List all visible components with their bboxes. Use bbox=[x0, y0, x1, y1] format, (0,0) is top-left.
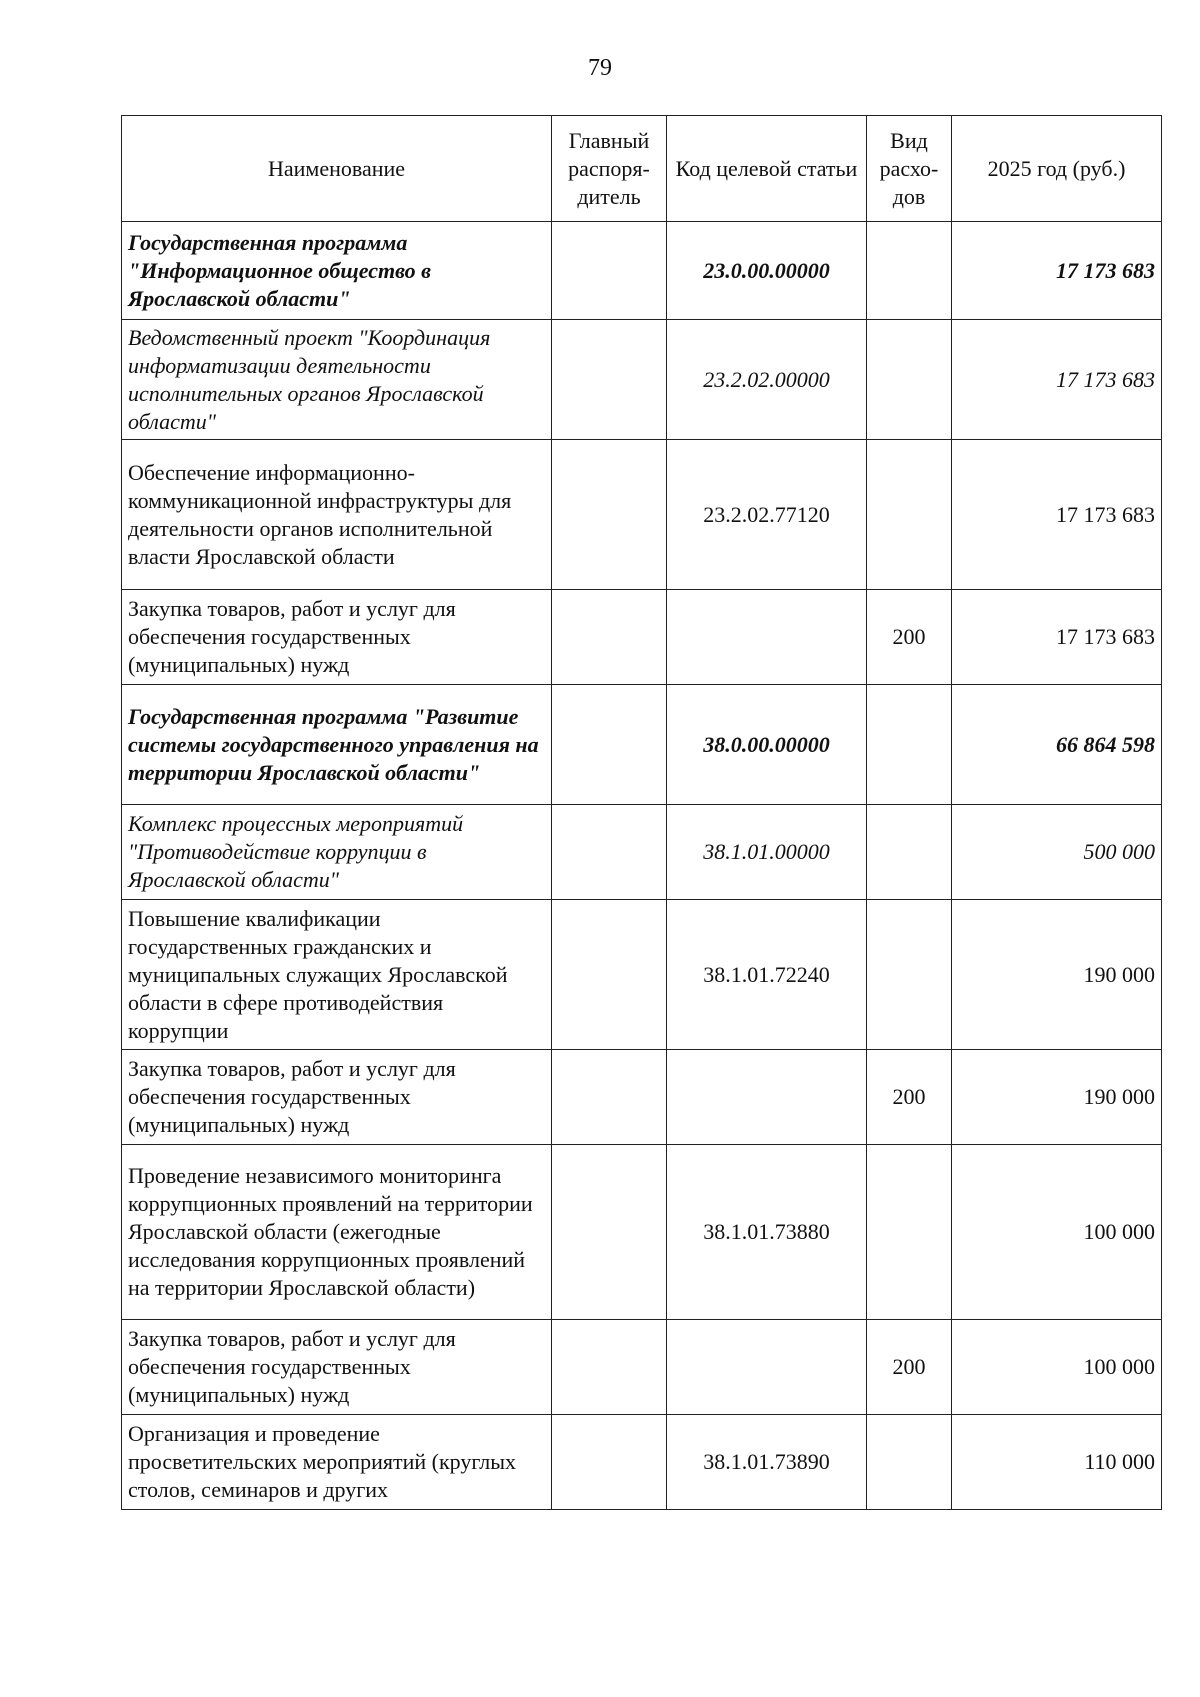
cell-name: Государственная программа "Развитие системы государственного управления на территории Ярославской области" bbox=[122, 685, 552, 805]
cell-admin bbox=[552, 1415, 667, 1510]
cell-name: Государственная программа "Информационное общество в Ярославской области" bbox=[122, 222, 552, 320]
header-type: Вид расхо-дов bbox=[867, 116, 952, 222]
cell-type bbox=[867, 1145, 952, 1320]
cell-admin bbox=[552, 222, 667, 320]
cell-name: Организация и проведение просветительских мероприятий (круглых столов, семинаров и других bbox=[122, 1415, 552, 1510]
table-row bbox=[122, 1320, 1162, 1415]
table-row bbox=[122, 1145, 1162, 1320]
cell-type: 200 bbox=[867, 590, 952, 685]
cell-amount: 110 000 bbox=[952, 1415, 1162, 1510]
cell-code: 38.0.00.00000 bbox=[667, 685, 867, 805]
cell-type bbox=[867, 1415, 952, 1510]
cell-code bbox=[667, 1320, 867, 1415]
budget-table bbox=[121, 115, 1162, 1510]
header-code: Код целевой статьи bbox=[667, 116, 867, 222]
cell-amount: 190 000 bbox=[952, 900, 1162, 1050]
header-admin: Главный распоря-дитель bbox=[552, 116, 667, 222]
header-name: Наименование bbox=[122, 116, 552, 222]
cell-code: 38.1.01.73890 bbox=[667, 1415, 867, 1510]
cell-name: Комплекс процессных мероприятий "Противодействие коррупции в Ярославской области" bbox=[122, 805, 552, 900]
cell-amount: 17 173 683 bbox=[952, 222, 1162, 320]
table-row bbox=[122, 805, 1162, 900]
cell-amount: 17 173 683 bbox=[952, 320, 1162, 440]
cell-amount: 100 000 bbox=[952, 1320, 1162, 1415]
cell-name: Закупка товаров, работ и услуг для обеспечения государственных (муниципальных) нужд bbox=[122, 590, 552, 685]
cell-type: 200 bbox=[867, 1320, 952, 1415]
table-row bbox=[122, 1415, 1162, 1510]
cell-name: Повышение квалификации государственных гражданских и муниципальных служащих Ярославской области в сфере противодействия коррупции bbox=[122, 900, 552, 1050]
cell-code: 23.2.02.77120 bbox=[667, 440, 867, 590]
header-amount: 2025 год (руб.) bbox=[952, 116, 1162, 222]
table-row bbox=[122, 590, 1162, 685]
cell-amount: 190 000 bbox=[952, 1050, 1162, 1145]
cell-type bbox=[867, 805, 952, 900]
table-row bbox=[122, 1050, 1162, 1145]
cell-name: Закупка товаров, работ и услуг для обеспечения государственных (муниципальных) нужд bbox=[122, 1050, 552, 1145]
cell-amount: 500 000 bbox=[952, 805, 1162, 900]
table-row bbox=[122, 222, 1162, 320]
cell-type bbox=[867, 222, 952, 320]
table-row bbox=[122, 440, 1162, 590]
cell-admin bbox=[552, 440, 667, 590]
page-number: 79 bbox=[588, 55, 612, 81]
cell-name: Ведомственный проект "Координация информатизации деятельности исполнительных органов Ярославской области" bbox=[122, 320, 552, 440]
cell-admin bbox=[552, 805, 667, 900]
cell-code: 23.0.00.00000 bbox=[667, 222, 867, 320]
cell-code bbox=[667, 590, 867, 685]
table-row bbox=[122, 900, 1162, 1050]
cell-type bbox=[867, 900, 952, 1050]
cell-admin bbox=[552, 1050, 667, 1145]
cell-code: 38.1.01.72240 bbox=[667, 900, 867, 1050]
cell-type: 200 bbox=[867, 1050, 952, 1145]
cell-name: Закупка товаров, работ и услуг для обеспечения государственных (муниципальных) нужд bbox=[122, 1320, 552, 1415]
cell-amount: 66 864 598 bbox=[952, 685, 1162, 805]
table-row bbox=[122, 685, 1162, 805]
cell-type bbox=[867, 440, 952, 590]
cell-code bbox=[667, 1050, 867, 1145]
cell-admin bbox=[552, 320, 667, 440]
cell-code: 38.1.01.00000 bbox=[667, 805, 867, 900]
cell-amount: 100 000 bbox=[952, 1145, 1162, 1320]
table-row bbox=[122, 320, 1162, 440]
table-body bbox=[122, 222, 1162, 1510]
cell-code: 38.1.01.73880 bbox=[667, 1145, 867, 1320]
cell-amount: 17 173 683 bbox=[952, 590, 1162, 685]
cell-admin bbox=[552, 1145, 667, 1320]
cell-admin bbox=[552, 1320, 667, 1415]
cell-name: Обеспечение информационно-коммуникационной инфраструктуры для деятельности органов исполнительной власти Ярославской области bbox=[122, 440, 552, 590]
cell-amount: 17 173 683 bbox=[952, 440, 1162, 590]
cell-admin bbox=[552, 900, 667, 1050]
cell-code: 23.2.02.00000 bbox=[667, 320, 867, 440]
cell-type bbox=[867, 685, 952, 805]
table-header-row bbox=[122, 116, 1162, 222]
cell-name: Проведение независимого мониторинга коррупционных проявлений на территории Ярославской области (ежегодные исследования коррупционных проявлений на территории Ярославской области) bbox=[122, 1145, 552, 1320]
cell-admin bbox=[552, 685, 667, 805]
cell-type bbox=[867, 320, 952, 440]
cell-admin bbox=[552, 590, 667, 685]
